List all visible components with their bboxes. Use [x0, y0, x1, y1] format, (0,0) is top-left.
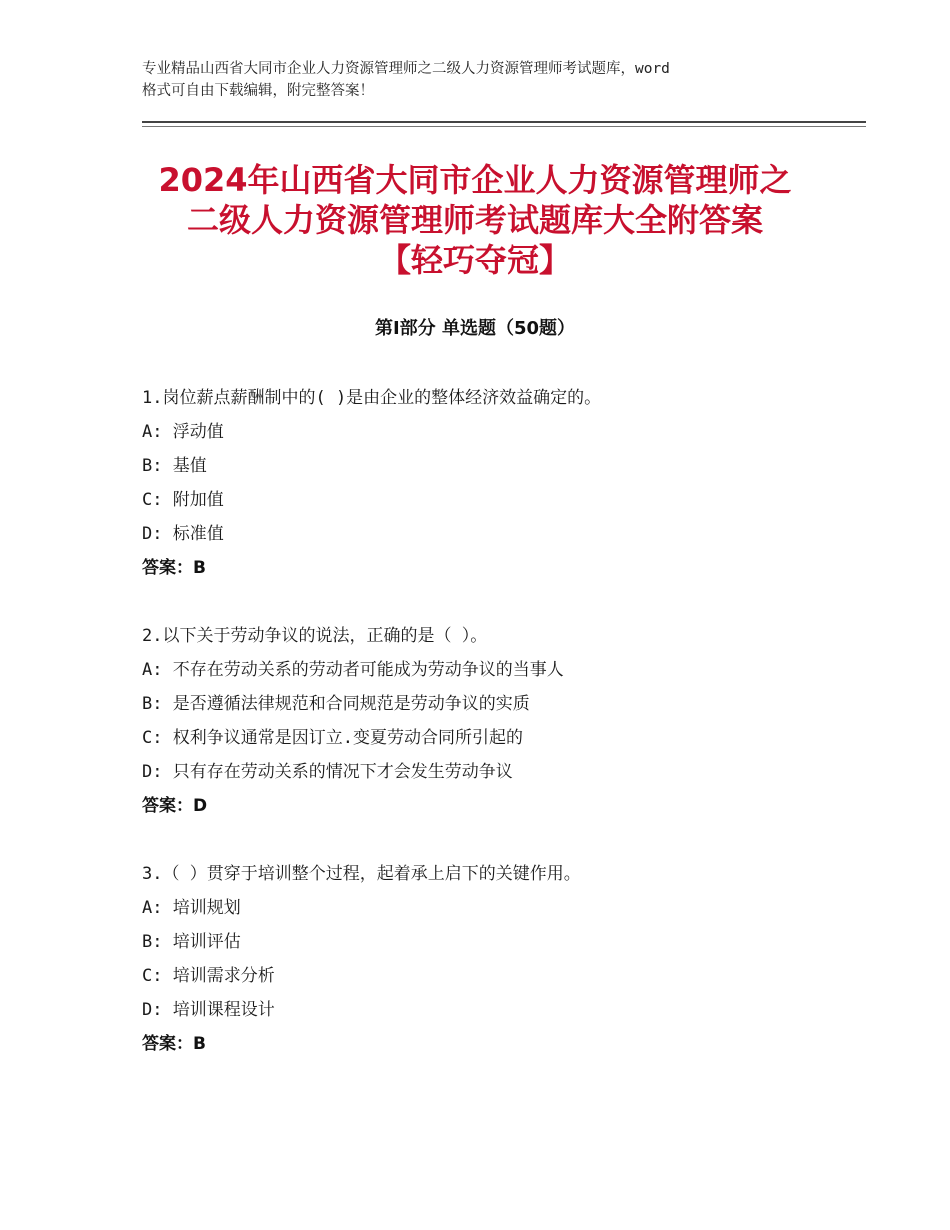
question-3 — [142, 857, 862, 1061]
option-d: D: 标准值 — [142, 524, 224, 544]
header-divider-thin — [142, 126, 866, 127]
option-c: C: 培训需求分析 — [142, 966, 275, 986]
option-c: C: 附加值 — [142, 490, 224, 510]
document-title — [120, 160, 830, 280]
answer-line: 答案：D — [142, 796, 208, 816]
option-b: B: 是否遵循法律规范和合同规范是劳动争议的实质 — [142, 694, 530, 714]
answer-line: 答案：B — [142, 558, 206, 578]
question-stem: 2.以下关于劳动争议的说法，正确的是（ ）。 — [142, 626, 488, 646]
option-c: C: 权利争议通常是因订立.变夏劳动合同所引起的 — [142, 728, 523, 748]
document-title-line-3: 【轻巧夺冠】 — [378, 241, 571, 279]
question-2 — [142, 619, 862, 823]
header-note-line-1: 专业精品山西省大同市企业人力资源管理师之二级人力资源管理师考试题库，word — [142, 61, 670, 77]
question-stem: 1.岗位薪点薪酬制中的( )是由企业的整体经济效益确定的。 — [142, 388, 602, 408]
section-heading: 第Ⅰ部分 单选题（50题） — [374, 318, 575, 339]
option-b: B: 培训评估 — [142, 932, 241, 952]
option-a: A: 培训规划 — [142, 898, 241, 918]
document-title-line-1: 2024年山西省大同市企业人力资源管理师之 — [158, 161, 792, 199]
header-note — [142, 58, 842, 102]
document-title-line-2: 二级人力资源管理师考试题库大全附答案 — [186, 201, 763, 239]
option-b: B: 基值 — [142, 456, 207, 476]
question-stem: 3.（ ）贯穿于培训整个过程，起着承上启下的关键作用。 — [142, 864, 581, 884]
option-a: A: 浮动值 — [142, 422, 224, 442]
option-a: A: 不存在劳动关系的劳动者可能成为劳动争议的当事人 — [142, 660, 564, 680]
header-note-line-2: 格式可自由下载编辑，附完整答案！ — [142, 83, 374, 99]
question-1 — [142, 381, 862, 585]
option-d: D: 只有存在劳动关系的情况下才会发生劳动争议 — [142, 762, 513, 782]
option-d: D: 培训课程设计 — [142, 1000, 275, 1020]
header-divider-thick — [142, 121, 866, 123]
answer-line: 答案：B — [142, 1034, 206, 1054]
